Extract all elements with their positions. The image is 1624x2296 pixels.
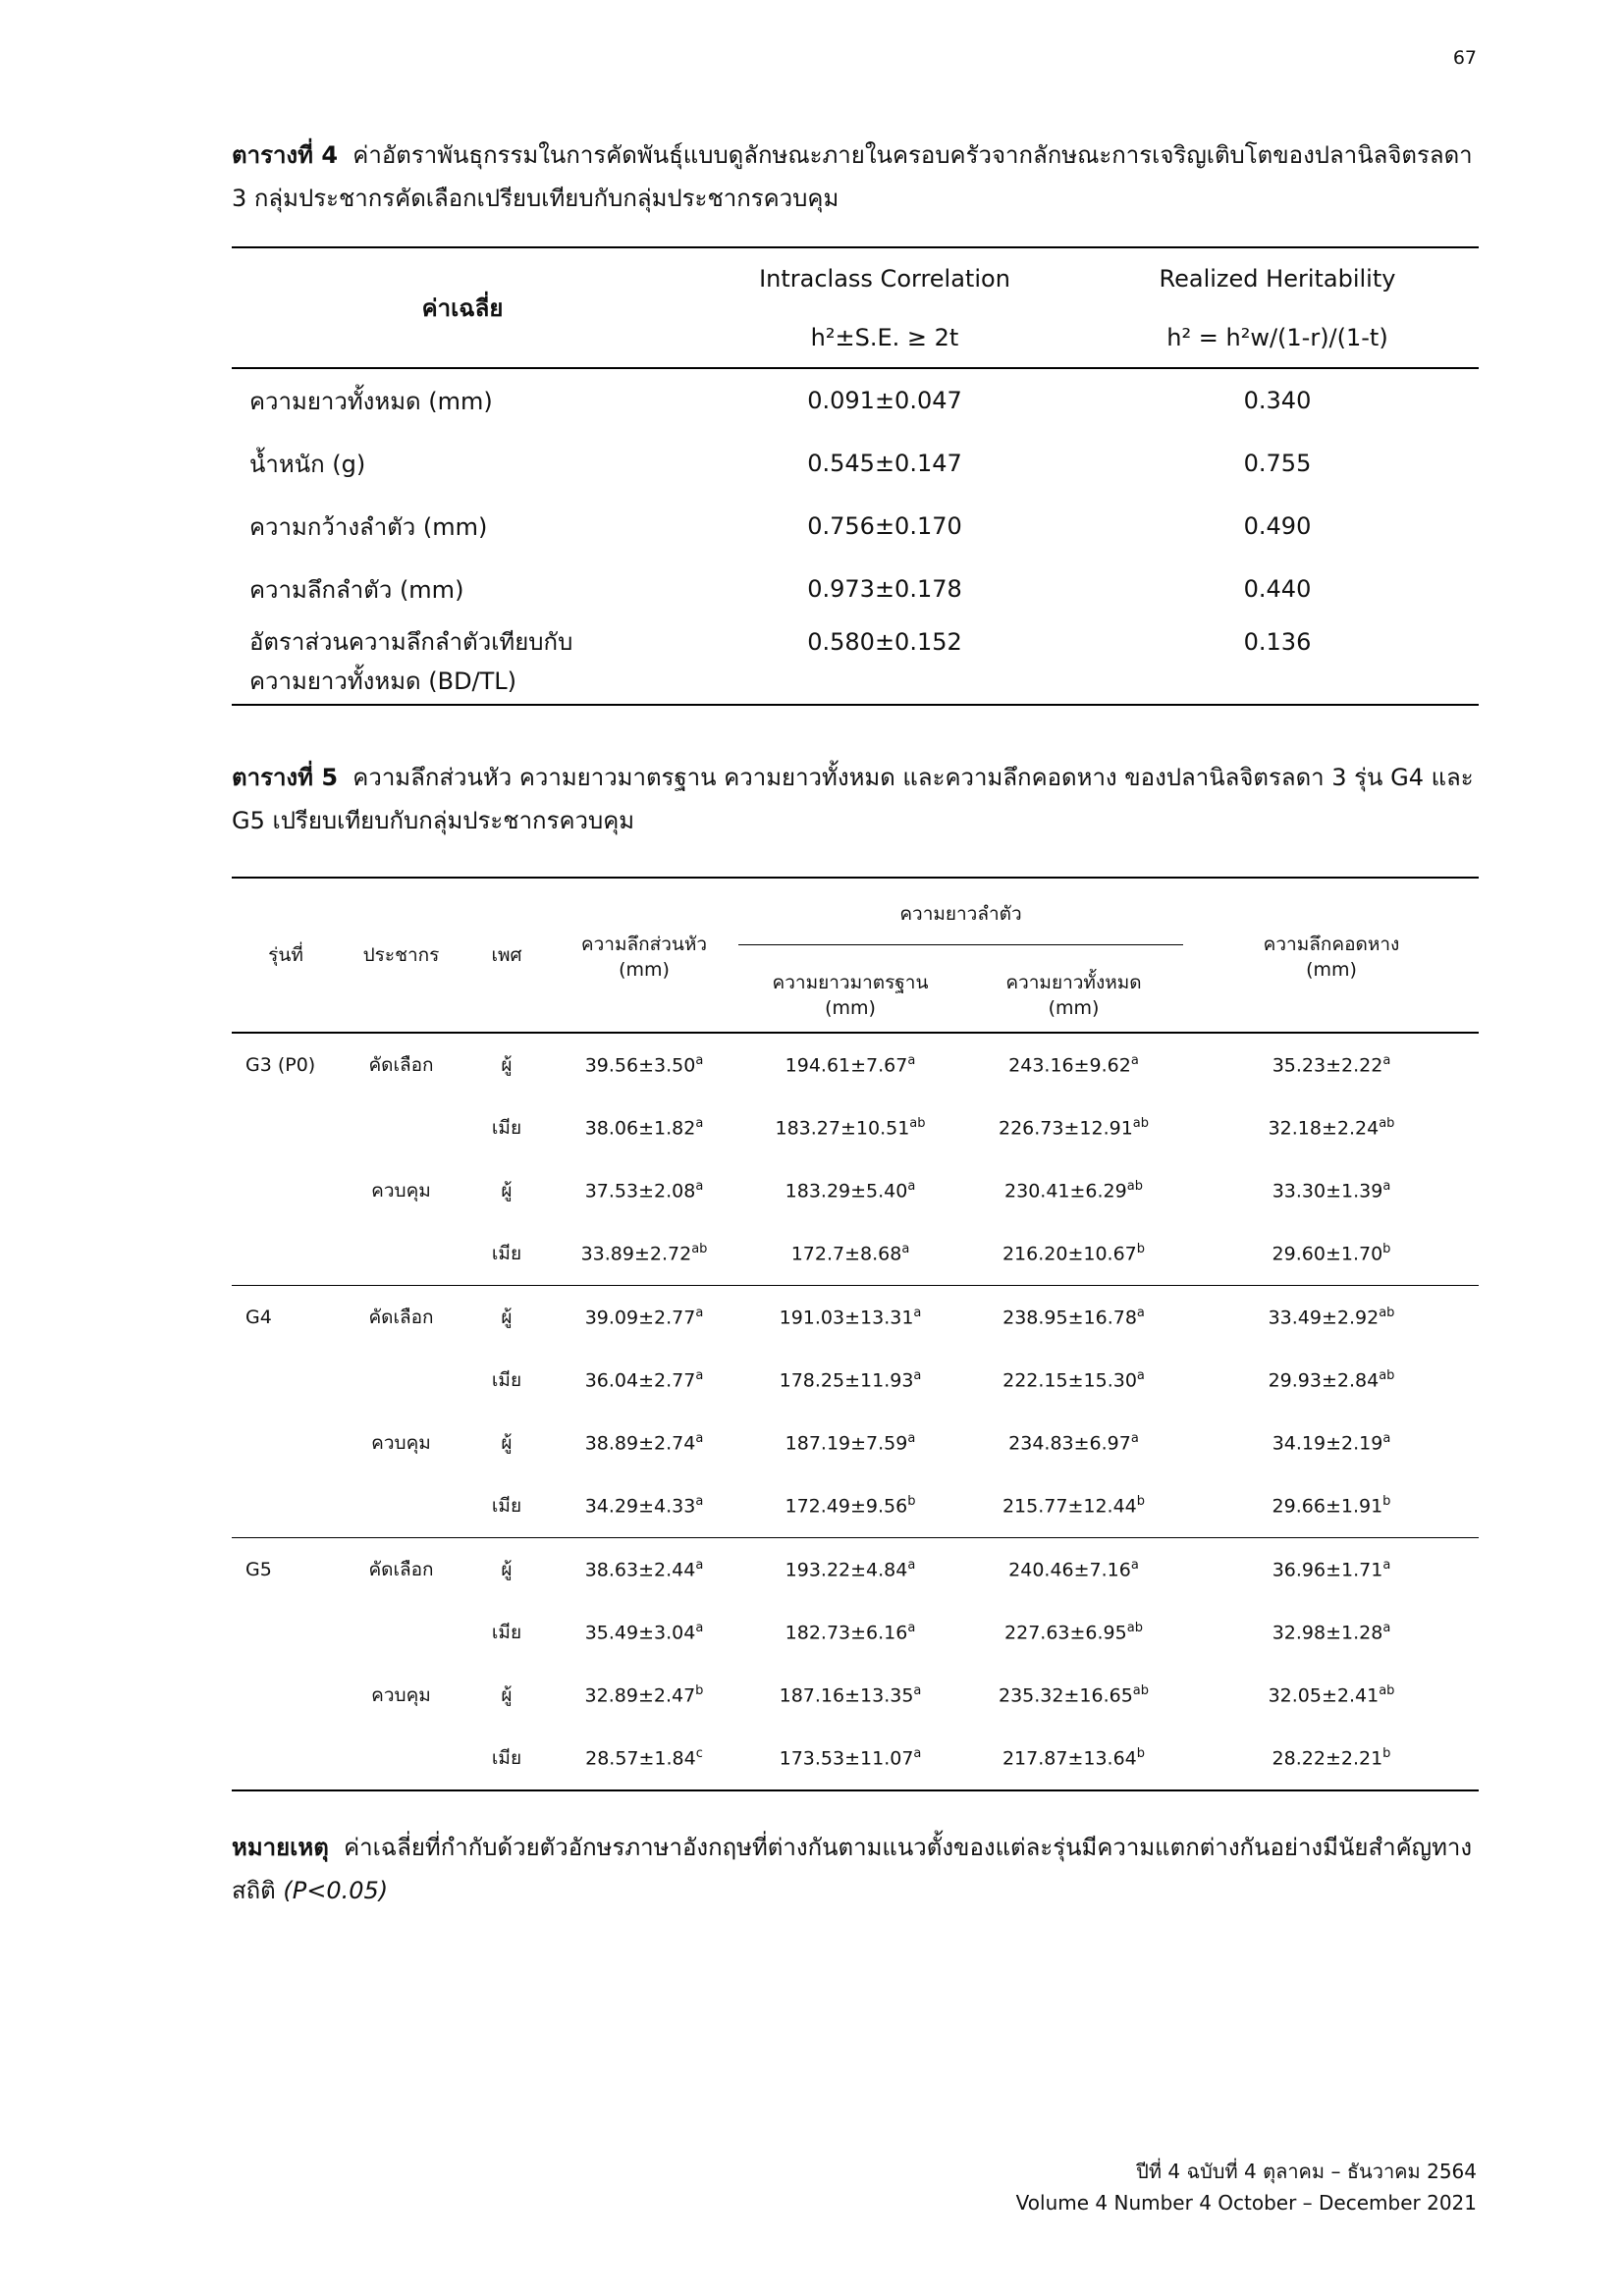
table5-caption-label: ตารางที่ 5	[232, 764, 339, 791]
cell-value: 193.22±4.84	[785, 1559, 908, 1581]
cell-total-length	[963, 1727, 1184, 1790]
cell-head-depth	[551, 1222, 737, 1286]
header-label: ความลึกส่วนหัว	[580, 934, 708, 955]
cell-value: 37.53±2.08	[584, 1180, 696, 1202]
cell-gen	[232, 1222, 340, 1286]
cell-std-length	[737, 1349, 963, 1412]
header-label: ความยาวมาตรฐาน	[772, 972, 929, 993]
page-number: 67	[1452, 47, 1477, 69]
row-param	[232, 620, 693, 705]
cell-gen	[232, 1096, 340, 1159]
header-label: ความยาวทั้งหมด	[1005, 972, 1142, 993]
cell-std-length	[737, 1664, 963, 1727]
cell-sex: ผู้	[501, 1307, 513, 1328]
table5-header-std-length	[737, 955, 963, 1033]
cell-pop: คัดเลือก	[368, 1054, 434, 1076]
cell-superscript: a	[913, 1306, 922, 1321]
header-unit: (mm)	[619, 959, 670, 981]
cell-superscript: b	[1382, 1746, 1391, 1762]
cell-value: 178.25±11.93	[779, 1369, 914, 1392]
cell-gen: G3 (P0)	[245, 1054, 316, 1076]
cell-total-length	[963, 1664, 1184, 1727]
cell-value: 240.46±7.16	[1008, 1559, 1131, 1581]
cell-caudal-depth	[1184, 1096, 1479, 1159]
table5-header-total-length	[963, 955, 1184, 1033]
table-row	[232, 1601, 1479, 1664]
cell-head-depth	[551, 1474, 737, 1538]
table-row	[232, 1664, 1479, 1727]
cell-caudal-depth	[1184, 1601, 1479, 1664]
table5-header-sex: เพศ	[462, 878, 551, 1033]
row-ic: 0.091±0.047	[807, 387, 962, 414]
cell-value: 38.89±2.74	[584, 1432, 696, 1455]
cell-std-length	[737, 1286, 963, 1350]
table-note	[232, 1826, 1479, 1912]
cell-superscript: ab	[1379, 1116, 1395, 1132]
table-row	[232, 368, 1479, 432]
cell-value: 29.60±1.70	[1272, 1243, 1383, 1265]
cell-sex: ผู้	[501, 1180, 513, 1201]
table5-header-pop: ประชากร	[340, 878, 462, 1033]
cell-superscript: a	[1136, 1306, 1145, 1321]
cell-sex: เมีย	[491, 1369, 522, 1391]
cell-value: 35.23±2.22	[1272, 1054, 1383, 1077]
cell-superscript: a	[1130, 1431, 1139, 1447]
cell-value: 32.18±2.24	[1268, 1117, 1380, 1140]
cell-superscript: ab	[1132, 1116, 1149, 1132]
cell-head-depth	[551, 1286, 737, 1350]
table-row	[232, 1096, 1479, 1159]
cell-gen	[232, 1474, 340, 1538]
cell-std-length	[737, 1727, 963, 1790]
table-row	[232, 1474, 1479, 1538]
table4-header-ic: Intraclass Correlation	[693, 247, 1076, 308]
table-row	[232, 1538, 1479, 1602]
cell-pop	[340, 1727, 462, 1790]
cell-superscript: b	[695, 1683, 704, 1699]
cell-sex: เมีย	[462, 1727, 551, 1790]
cell-pop	[340, 1601, 462, 1664]
cell-value: 35.49±3.04	[584, 1622, 696, 1644]
row-param: ความลึกลำตัว (mm)	[249, 575, 464, 604]
cell-total-length	[963, 1159, 1184, 1222]
cell-superscript: a	[913, 1683, 922, 1699]
cell-superscript: ab	[1126, 1621, 1143, 1636]
table-row	[232, 1222, 1479, 1286]
header-unit: (mm)	[825, 997, 876, 1019]
row-param-line1: อัตราส่วนความลึกลำตัวเทียบกับ	[249, 628, 573, 656]
table-row	[232, 558, 1479, 620]
row-param: ความกว้างลำตัว (mm)	[249, 512, 488, 541]
cell-sex: ผู้	[501, 1432, 513, 1454]
cell-value: 183.29±5.40	[785, 1180, 908, 1202]
table4-header-avg: ค่าเฉลี่ย	[232, 247, 693, 368]
cell-superscript: a	[1382, 1053, 1391, 1069]
cell-superscript: b	[907, 1494, 916, 1510]
cell-value: 187.19±7.59	[785, 1432, 908, 1455]
cell-std-length	[737, 1096, 963, 1159]
cell-superscript: a	[907, 1558, 916, 1574]
row-param: น้ำหนัก (g)	[249, 450, 366, 478]
cell-superscript: a	[913, 1368, 922, 1384]
row-rh: 0.755	[1243, 450, 1312, 477]
cell-superscript: ab	[1379, 1368, 1395, 1384]
cell-caudal-depth	[1184, 1033, 1479, 1096]
cell-sex: ผู้	[501, 1054, 513, 1076]
table4-subheader-rh: h² = h²w/(1-r)/(1-t)	[1076, 308, 1479, 368]
cell-value: 33.49±2.92	[1268, 1307, 1380, 1329]
cell-value: 238.95±16.78	[1002, 1307, 1137, 1329]
cell-std-length	[737, 1159, 963, 1222]
cell-value: 194.61±7.67	[785, 1054, 908, 1077]
cell-total-length	[963, 1222, 1184, 1286]
table5-header-body-length	[737, 878, 1184, 955]
header-unit: (mm)	[1306, 959, 1357, 981]
cell-value: 34.29±4.33	[584, 1495, 696, 1518]
row-param-line2: ความยาวทั้งหมด (BD/TL)	[249, 667, 517, 695]
cell-value: 33.89±2.72	[580, 1243, 692, 1265]
table-row	[232, 1286, 1479, 1350]
cell-superscript: a	[695, 1053, 704, 1069]
cell-caudal-depth	[1184, 1474, 1479, 1538]
cell-pop	[340, 1096, 462, 1159]
cell-caudal-depth	[1184, 1286, 1479, 1350]
cell-superscript: a	[901, 1242, 910, 1257]
cell-pop: ควบคุม	[371, 1432, 431, 1454]
table4-caption	[232, 133, 1479, 220]
cell-pop	[340, 1222, 462, 1286]
cell-sex: เมีย	[491, 1117, 522, 1139]
cell-gen	[232, 1664, 340, 1727]
cell-superscript: a	[1130, 1558, 1139, 1574]
cell-superscript: ab	[1379, 1306, 1395, 1321]
cell-head-depth	[551, 1096, 737, 1159]
cell-value: 28.57±1.84	[585, 1747, 696, 1770]
cell-value: 36.04±2.77	[584, 1369, 696, 1392]
table5-caption-text: ความลึกส่วนหัว ความยาวมาตรฐาน ความยาวทั้งหมด และความลึกคอดหาง ของปลานิลจิตรลดา 3 รุ่น G4 และ G5 เปรียบเทียบกับกลุ่มประชากรควบคุม	[232, 764, 1474, 834]
table4-subheader-ic: h²±S.E. ≥ 2t	[693, 308, 1076, 368]
cell-value: 172.7±8.68	[790, 1243, 902, 1265]
cell-superscript: ab	[1126, 1179, 1143, 1195]
table5-header-caudal-depth	[1184, 878, 1479, 1033]
cell-superscript: a	[1130, 1053, 1139, 1069]
cell-superscript: a	[1382, 1179, 1391, 1195]
cell-sex: ผู้	[501, 1684, 513, 1706]
cell-gen	[232, 1727, 340, 1790]
row-ic: 0.756±0.170	[807, 512, 962, 540]
cell-pop: คัดเลือก	[368, 1559, 434, 1580]
table-row	[232, 1727, 1479, 1790]
cell-superscript: a	[695, 1621, 704, 1636]
cell-value: 187.16±13.35	[779, 1684, 914, 1707]
cell-value: 28.22±2.21	[1272, 1747, 1383, 1770]
cell-value: 32.89±2.47	[584, 1684, 696, 1707]
cell-total-length	[963, 1286, 1184, 1350]
cell-gen	[232, 1412, 340, 1474]
cell-value: 227.63±6.95	[1004, 1622, 1127, 1644]
cell-superscript: a	[1382, 1621, 1391, 1636]
row-rh: 0.490	[1243, 512, 1312, 540]
cell-gen: G4	[245, 1307, 272, 1328]
cell-total-length	[963, 1538, 1184, 1602]
cell-head-depth	[551, 1664, 737, 1727]
row-param: ความยาวทั้งหมด (mm)	[249, 387, 493, 415]
cell-superscript: a	[907, 1053, 916, 1069]
cell-value: 39.09±2.77	[584, 1307, 696, 1329]
note-label: หมายเหตุ	[232, 1834, 329, 1861]
cell-total-length	[963, 1033, 1184, 1096]
cell-pop: ควบคุม	[371, 1684, 431, 1706]
cell-std-length	[737, 1474, 963, 1538]
cell-superscript: b	[1136, 1746, 1146, 1762]
cell-superscript: a	[695, 1116, 704, 1132]
cell-superscript: a	[913, 1746, 922, 1762]
cell-superscript: a	[907, 1621, 916, 1636]
cell-head-depth	[551, 1159, 737, 1222]
row-rh: 0.136	[1076, 620, 1479, 705]
cell-caudal-depth	[1184, 1349, 1479, 1412]
header-unit: (mm)	[1048, 997, 1100, 1019]
table-row	[232, 1349, 1479, 1412]
cell-superscript: a	[1382, 1558, 1391, 1574]
row-ic: 0.545±0.147	[807, 450, 962, 477]
cell-superscript: ab	[1132, 1683, 1149, 1699]
cell-head-depth	[551, 1349, 737, 1412]
cell-pop: คัดเลือก	[368, 1307, 434, 1328]
cell-total-length	[963, 1601, 1184, 1664]
cell-superscript: b	[1382, 1242, 1391, 1257]
cell-pop	[340, 1349, 462, 1412]
cell-std-length	[737, 1222, 963, 1286]
cell-value: 216.20±10.67	[1001, 1243, 1137, 1265]
footer-thai: ปีที่ 4 ฉบับที่ 4 ตุลาคม – ธันวาคม 2564	[1136, 2160, 1477, 2183]
cell-sex: เมีย	[462, 1222, 551, 1286]
row-ic: 0.580±0.152	[693, 620, 1076, 705]
cell-sex: เมีย	[462, 1474, 551, 1538]
cell-value: 29.93±2.84	[1268, 1369, 1380, 1392]
cell-caudal-depth	[1184, 1664, 1479, 1727]
cell-sex: ผู้	[501, 1559, 513, 1580]
cell-superscript: c	[695, 1746, 703, 1762]
cell-std-length	[737, 1601, 963, 1664]
cell-value: 172.49±9.56	[785, 1495, 908, 1518]
cell-value: 32.05±2.41	[1268, 1684, 1380, 1707]
table-row	[232, 495, 1479, 558]
cell-superscript: a	[695, 1179, 704, 1195]
cell-value: 217.87±13.64	[1001, 1747, 1137, 1770]
cell-superscript: ab	[909, 1116, 926, 1132]
cell-total-length	[963, 1474, 1184, 1538]
table-row	[232, 432, 1479, 495]
cell-std-length	[737, 1033, 963, 1096]
cell-pop	[340, 1474, 462, 1538]
cell-value: 34.19±2.19	[1272, 1432, 1383, 1455]
header-label: ความลึกคอดหาง	[1263, 934, 1400, 955]
cell-pop: ควบคุม	[371, 1180, 431, 1201]
cell-head-depth	[551, 1033, 737, 1096]
cell-superscript: b	[1382, 1494, 1391, 1510]
cell-value: 243.16±9.62	[1008, 1054, 1131, 1077]
table4-caption-text: ค่าอัตราพันธุกรรมในการคัดพันธุ์แบบดูลักษณะภายในครอบครัวจากลักษณะการเจริญเติบโตของปลานิลจิตรลดา 3 กลุ่มประชากรคัดเลือกเปรียบเทียบกับกลุ่มประชากรควบคุม	[232, 141, 1473, 212]
table5-header-gen: รุ่นที่	[232, 878, 340, 1033]
table-row	[232, 1159, 1479, 1222]
cell-value: 235.32±16.65	[998, 1684, 1133, 1707]
cell-value: 39.56±3.50	[584, 1054, 696, 1077]
cell-sex: เมีย	[491, 1622, 522, 1643]
cell-superscript: a	[907, 1431, 916, 1447]
cell-value: 222.15±15.30	[1002, 1369, 1137, 1392]
cell-value: 32.98±1.28	[1272, 1622, 1383, 1644]
cell-total-length	[963, 1096, 1184, 1159]
table4-header-rh: Realized Heritability	[1076, 247, 1479, 308]
cell-superscript: a	[1382, 1431, 1391, 1447]
note-pvalue: (P<0.05)	[283, 1877, 389, 1904]
table5-caption	[232, 756, 1479, 842]
cell-caudal-depth	[1184, 1538, 1479, 1602]
row-rh: 0.340	[1243, 387, 1312, 414]
cell-superscript: ab	[691, 1242, 708, 1257]
cell-superscript: a	[695, 1494, 704, 1510]
cell-caudal-depth	[1184, 1159, 1479, 1222]
cell-value: 215.77±12.44	[1001, 1495, 1137, 1518]
cell-gen	[232, 1601, 340, 1664]
table5	[232, 877, 1479, 1791]
table-row	[232, 1033, 1479, 1096]
cell-superscript: a	[695, 1306, 704, 1321]
table5-header-head-depth	[551, 878, 737, 1033]
cell-superscript: a	[695, 1558, 704, 1574]
cell-caudal-depth	[1184, 1222, 1479, 1286]
note-text: ค่าเฉลี่ยที่กำกับด้วยตัวอักษรภาษาอังกฤษที่ต่างกันตามแนวตั้งของแต่ละรุ่นมีความแตกต่างกันอย่างมีนัยสำคัญทางสถิติ	[232, 1834, 1473, 1904]
cell-head-depth	[551, 1538, 737, 1602]
row-ic: 0.973±0.178	[807, 575, 962, 603]
cell-gen	[232, 1159, 340, 1222]
cell-value: 38.06±1.82	[584, 1117, 696, 1140]
cell-total-length	[963, 1412, 1184, 1474]
table4-caption-label: ตารางที่ 4	[232, 141, 339, 169]
cell-value: 173.53±11.07	[779, 1747, 914, 1770]
cell-std-length	[737, 1412, 963, 1474]
cell-value: 191.03±13.31	[779, 1307, 914, 1329]
footer-english: Volume 4 Number 4 October – December 2021	[1015, 2191, 1477, 2215]
cell-superscript: b	[1136, 1494, 1146, 1510]
cell-gen	[232, 1349, 340, 1412]
table4	[232, 246, 1479, 706]
cell-superscript: ab	[1379, 1683, 1395, 1699]
cell-head-depth	[551, 1727, 737, 1790]
cell-value: 230.41±6.29	[1004, 1180, 1127, 1202]
cell-total-length	[963, 1349, 1184, 1412]
cell-superscript: a	[695, 1431, 704, 1447]
cell-value: 38.63±2.44	[584, 1559, 696, 1581]
cell-value: 33.30±1.39	[1272, 1180, 1383, 1202]
cell-value: 29.66±1.91	[1272, 1495, 1383, 1518]
cell-value: 182.73±6.16	[785, 1622, 908, 1644]
cell-gen: G5	[245, 1559, 272, 1580]
cell-std-length	[737, 1538, 963, 1602]
cell-head-depth	[551, 1412, 737, 1474]
cell-superscript: b	[1136, 1242, 1146, 1257]
cell-caudal-depth	[1184, 1727, 1479, 1790]
row-rh: 0.440	[1243, 575, 1312, 603]
cell-superscript: a	[1136, 1368, 1145, 1384]
cell-caudal-depth	[1184, 1412, 1479, 1474]
cell-superscript: a	[907, 1179, 916, 1195]
cell-head-depth	[551, 1601, 737, 1664]
cell-value: 234.83±6.97	[1008, 1432, 1131, 1455]
table-row	[232, 620, 1479, 705]
cell-value: 183.27±10.51	[775, 1117, 910, 1140]
cell-superscript: a	[695, 1368, 704, 1384]
header-label: ความยาวลำตัว	[738, 899, 1183, 945]
table-row	[232, 1412, 1479, 1474]
cell-value: 36.96±1.71	[1272, 1559, 1383, 1581]
cell-value: 226.73±12.91	[998, 1117, 1133, 1140]
